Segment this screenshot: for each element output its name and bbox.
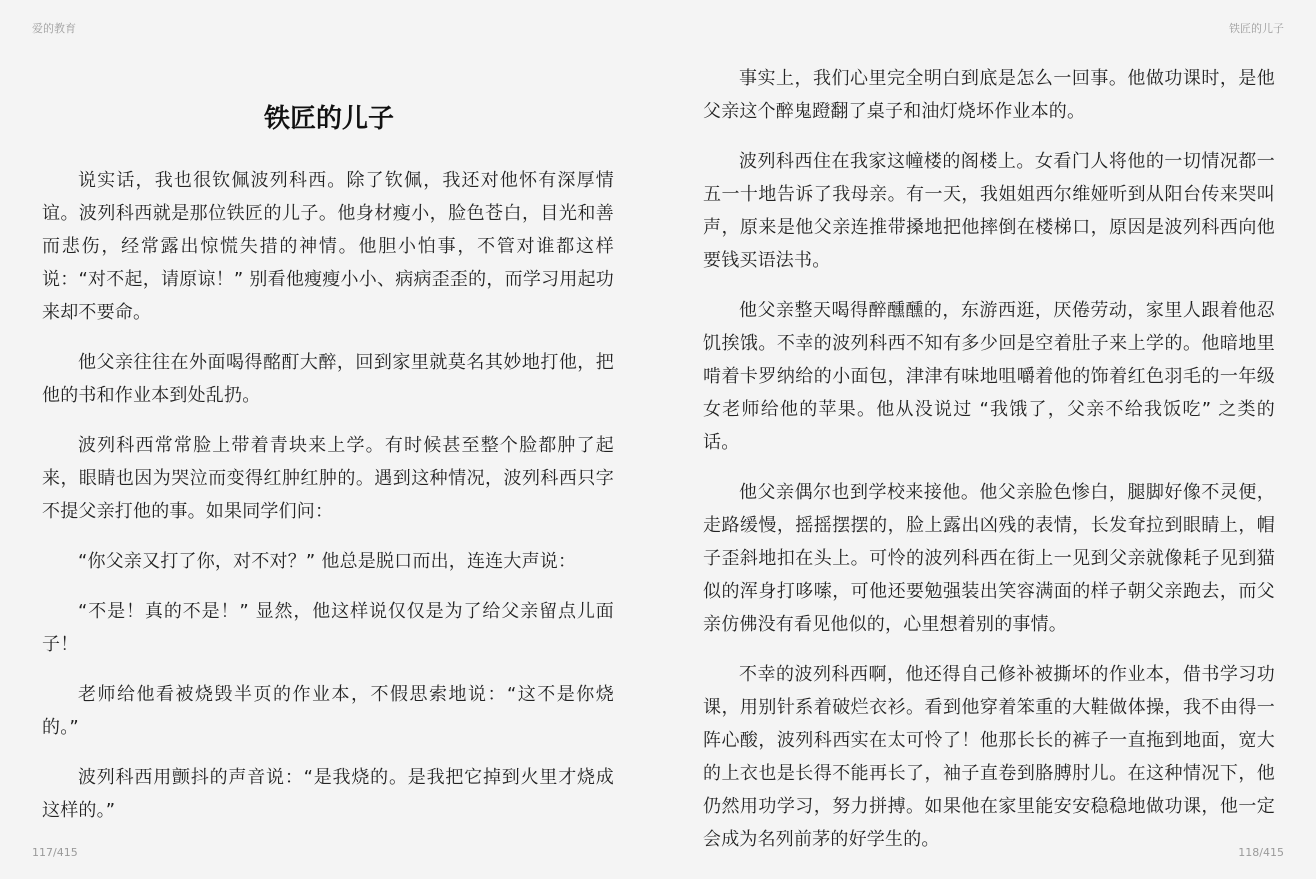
left-page-text: [42, 164, 614, 844]
paragraph: 他父亲偶尔也到学校来接他。他父亲脸色惨白，腿脚好像不灵便，走路缓慢，摇摇摆摆的，脸上露出凶残的表情，长发耷拉到眼睛上，帽子歪斜地扣在头上。可怜的波列科西在街上一见到父亲就像耗子见到猫似的浑身打哆嗦，可他还要勉强装出笑容满面的样子朝父亲跑去，而父亲仿佛没有看见他似的，心里想着别的事情。: [703, 482, 1275, 635]
paragraph: 他父亲整天喝得醉醺醺的，东游西逛，厌倦劳动，家里人跟着他忍饥挨饿。不幸的波列科西不知有多少回是空着肚子来上学的。他暗地里啃着卡罗纳给的小面包，津津有味地咀嚼着他的饰着红色羽毛的一年级女老师给他的苹果。他从没说过 “我饿了，父亲不给我饭吃” 之类的话。: [703, 300, 1275, 453]
right-page-number: 118/415: [1238, 846, 1284, 859]
paragraph: 波列科西住在我家这幢楼的阁楼上。女看门人将他的一切情况都一五一十地告诉了我母亲。有一天，我姐姐西尔维娅听到从阳台传来哭叫声，原来是他父亲连推带搡地把他摔倒在楼梯口，原因是波列科西向他要钱买语法书。: [703, 151, 1275, 271]
paragraph: 事实上，我们心里完全明白到底是怎么一回事。他做功课时，是他父亲这个醉鬼蹬翻了桌子和油灯烧坏作业本的。: [703, 68, 1275, 122]
paragraph: 他父亲往往在外面喝得酩酊大醉，回到家里就莫名其妙地打他，把他的书和作业本到处乱扔。: [42, 352, 614, 406]
paragraph: 不幸的波列科西啊，他还得自己修补被撕坏的作业本，借书学习功课，用别针系着破烂衣衫。看到他穿着笨重的大鞋做体操，我不由得一阵心酸，波列科西实在太可怜了！他那长长的裤子一直拖到地面，宽大的上衣也是长得不能再长了，袖子直卷到胳膊肘儿。在这种情况下，他仍然用功学习，努力拼搏。如果他在家里能安安稳稳地做功课，他一定会成为名列前茅的好学生的。: [703, 664, 1275, 850]
chapter-title-header: 铁匠的儿子: [1229, 22, 1284, 35]
right-page-text: [703, 62, 1275, 873]
paragraph: 说实话，我也很钦佩波列科西。除了钦佩，我还对他怀有深厚情谊。波列科西就是那位铁匠的儿子。他身材瘦小，脸色苍白，目光和善而悲伤，经常露出惊慌失措的神情。他胆小怕事，不管对谁都这样说：“对不起，请原谅！” 别看他瘦瘦小小、病病歪歪的，而学习用起功来却不要命。: [42, 170, 614, 323]
left-page-number: 117/415: [32, 846, 78, 859]
paragraph: “你父亲又打了你，对不对？” 他总是脱口而出，连连大声说：: [78, 551, 577, 572]
paragraph: 波列科西常常脸上带着青块来上学。有时候甚至整个脸都肿了起来，眼睛也因为哭泣而变得红肿红肿的。遇到这种情况，波列科西只字不提父亲打他的事。如果同学们问：: [42, 435, 614, 522]
chapter-heading: 铁匠的儿子: [263, 104, 394, 134]
book-title-header: 爱的教育: [32, 22, 76, 35]
paragraph: 老师给他看被烧毁半页的作业本，不假思索地说：“这不是你烧的。”: [42, 684, 614, 738]
paragraph: “不是！真的不是！” 显然，他这样说仅仅是为了给父亲留点儿面子！: [42, 601, 614, 655]
paragraph: 波列科西用颤抖的声音说：“是我烧的。是我把它掉到火里才烧成这样的。”: [42, 767, 614, 821]
